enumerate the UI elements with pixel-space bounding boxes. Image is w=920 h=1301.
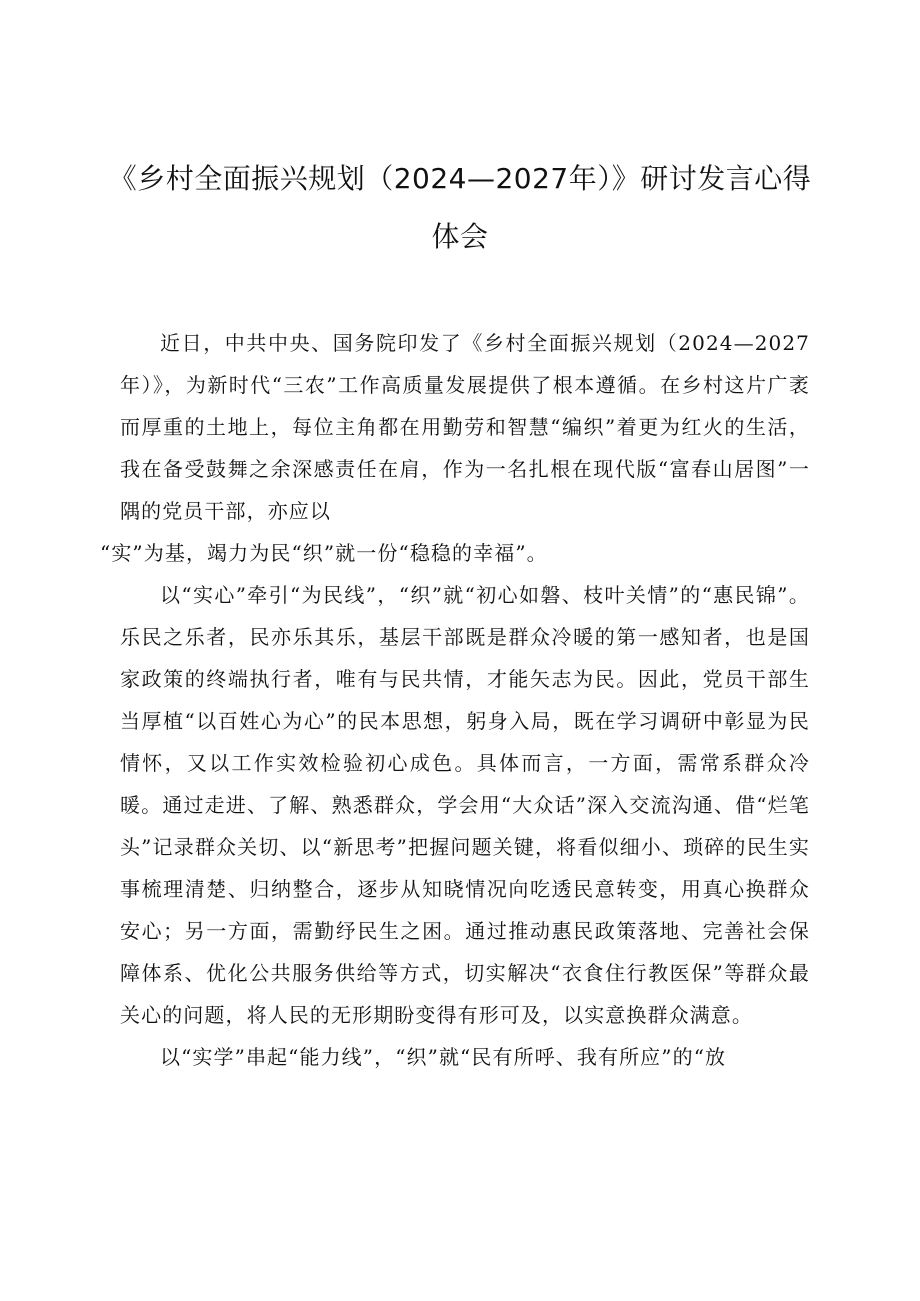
document-title-line-2: 体会: [431, 220, 489, 253]
document-title-line-1: 《乡村全面振兴规划（2024—2027年）》研讨发言心得: [108, 162, 812, 195]
paragraph-shixin: 以“实心”牵引“为民线”，“织”就“初心如磐、枝叶关情”的“惠民锦”。乐民之乐者，民亦乐其乐，基层干部既是群众冷暖的第一感知者，也是国家政策的终端执行者，唯有与民共情，才能矢志为民。因此，党员干部生当厚植“以百姓心为心”的民本思想，躬身入局，既在学习调研中彰显为民情怀，又以工作实效检验初心成色。具体而言，一方面，需常系群众冷暖。通过走进、了解、熟悉群众，学会用“大众话”深入交流沟通、借“烂笔头”记录群众关切、以“新思考”把握问题关键，将看似细小、琐碎的民生实事梳理清楚、归纳整合，逐步从知晓情况向吃透民意转变，用真心换群众安心；另一方面，需勤纾民生之困。通过推动惠民政策落地、完善社会保障体系、优化公共服务供给等方式，切实解决“衣食住行教医保”等群众最关心的问题，将人民的无形期盼变得有形可及，以实意换群众满意。: [120, 583, 810, 1027]
paragraph-shixue: 以“实学”串起“能力线”，“织”就“民有所呼、我有所应”的“放: [160, 1045, 727, 1069]
paragraph-intro: 近日，中共中央、国务院印发了《乡村全面振兴规划（2024—2027年）》，为新时代“三农”工作高质量发展提供了根本遵循。在乡村这片广袤而厚重的土地上，每位主角都在用勤劳和智慧“编织”着更为红火的生活，我在备受鼓舞之余深感责任在肩，作为一名扎根在现代版“富春山居图”一隅的党员干部，亦应以: [120, 331, 810, 523]
paragraph-intro-continuation: “实”为基，竭力为民“织”就一份“稳稳的幸福”。: [100, 541, 548, 565]
document-body: [100, 322, 810, 1078]
document-title: [100, 150, 820, 266]
